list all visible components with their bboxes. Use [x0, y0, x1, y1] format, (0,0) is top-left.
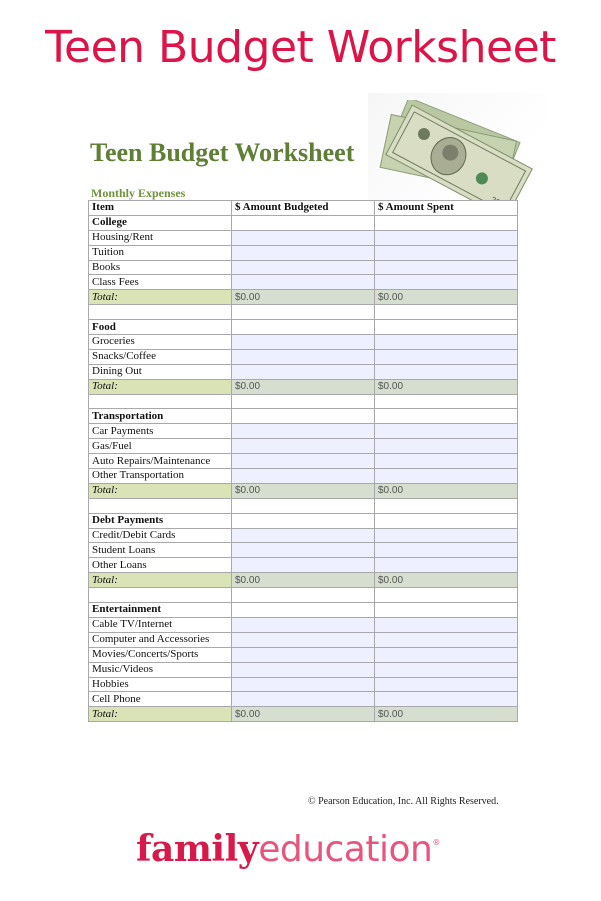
category-row-college	[89, 215, 518, 230]
total-label: Total:	[89, 379, 232, 394]
spent-input[interactable]	[375, 424, 518, 439]
total-label: Total:	[89, 483, 232, 498]
budgeted-input[interactable]	[232, 424, 375, 439]
category-label: Food	[89, 320, 232, 335]
item-label: Hobbies	[89, 677, 232, 692]
total-spent: $0.00	[375, 707, 518, 722]
item-label: Housing/Rent	[89, 230, 232, 245]
item-label: Auto Repairs/Maintenance	[89, 454, 232, 469]
budgeted-input[interactable]	[232, 245, 375, 260]
spacer-row	[89, 394, 518, 409]
budgeted-input[interactable]	[232, 543, 375, 558]
logo-education-text: education	[258, 829, 433, 870]
item-label: Snacks/Coffee	[89, 349, 232, 364]
total-row-college	[89, 290, 518, 305]
table-row	[89, 543, 518, 558]
spacer-row	[89, 498, 518, 513]
category-label: Entertainment	[89, 603, 232, 618]
table-row	[89, 275, 518, 290]
table-header-row	[89, 201, 518, 216]
spent-input[interactable]	[375, 364, 518, 379]
budget-table	[88, 200, 518, 722]
category-row-debt-payments	[89, 513, 518, 528]
table-row	[89, 647, 518, 662]
category-row-transportation	[89, 409, 518, 424]
item-label: Books	[89, 260, 232, 275]
table-row	[89, 454, 518, 469]
table-row	[89, 245, 518, 260]
budgeted-input[interactable]	[232, 454, 375, 469]
item-label: Cable TV/Internet	[89, 617, 232, 632]
budgeted-input[interactable]	[232, 260, 375, 275]
spent-input[interactable]	[375, 647, 518, 662]
spent-input[interactable]	[375, 662, 518, 677]
budgeted-input[interactable]	[232, 632, 375, 647]
table-row	[89, 617, 518, 632]
total-label: Total:	[89, 707, 232, 722]
registered-mark-icon: ®	[432, 838, 440, 847]
total-spent: $0.00	[375, 290, 518, 305]
item-label: Tuition	[89, 245, 232, 260]
table-row	[89, 692, 518, 707]
logo-family-text: family	[136, 828, 259, 870]
budgeted-input[interactable]	[232, 469, 375, 484]
table-row	[89, 662, 518, 677]
spent-input[interactable]	[375, 543, 518, 558]
total-budgeted: $0.00	[232, 707, 375, 722]
column-header-spent: $ Amount Spent	[375, 201, 518, 216]
spent-input[interactable]	[375, 469, 518, 484]
page-title: Teen Budget Worksheet	[45, 22, 556, 73]
table-row	[89, 424, 518, 439]
total-row-entertainment	[89, 707, 518, 722]
section-label: Monthly Expenses	[91, 186, 186, 200]
spent-input[interactable]	[375, 528, 518, 543]
item-label: Student Loans	[89, 543, 232, 558]
table-row	[89, 364, 518, 379]
item-label: Groceries	[89, 335, 232, 350]
table-row	[89, 439, 518, 454]
item-label: Cell Phone	[89, 692, 232, 707]
category-label: Transportation	[89, 409, 232, 424]
budgeted-input[interactable]	[232, 662, 375, 677]
budgeted-input[interactable]	[232, 275, 375, 290]
spent-input[interactable]	[375, 692, 518, 707]
budgeted-input[interactable]	[232, 335, 375, 350]
money-stack-icon	[370, 100, 535, 212]
total-row-debt-payments	[89, 573, 518, 588]
budgeted-input[interactable]	[232, 349, 375, 364]
total-budgeted: $0.00	[232, 379, 375, 394]
budgeted-input[interactable]	[232, 692, 375, 707]
total-budgeted: $0.00	[232, 483, 375, 498]
column-header-item: Item	[89, 201, 232, 216]
total-row-food	[89, 379, 518, 394]
spent-input[interactable]	[375, 260, 518, 275]
item-label: Credit/Debit Cards	[89, 528, 232, 543]
budgeted-input[interactable]	[232, 617, 375, 632]
spent-input[interactable]	[375, 558, 518, 573]
item-label: Class Fees	[89, 275, 232, 290]
category-row-entertainment	[89, 603, 518, 618]
table-row	[89, 558, 518, 573]
table-row	[89, 335, 518, 350]
total-budgeted: $0.00	[232, 290, 375, 305]
column-header-budgeted: $ Amount Budgeted	[232, 201, 375, 216]
spent-input[interactable]	[375, 245, 518, 260]
spent-input[interactable]	[375, 349, 518, 364]
spacer-row	[89, 305, 518, 320]
table-row	[89, 677, 518, 692]
budgeted-input[interactable]	[232, 647, 375, 662]
total-spent: $0.00	[375, 379, 518, 394]
category-label: College	[89, 215, 232, 230]
category-row-food	[89, 320, 518, 335]
table-row	[89, 528, 518, 543]
budgeted-input[interactable]	[232, 439, 375, 454]
item-label: Gas/Fuel	[89, 439, 232, 454]
worksheet-title: Teen Budget Worksheet	[90, 138, 355, 167]
budgeted-input[interactable]	[232, 558, 375, 573]
spent-input[interactable]	[375, 439, 518, 454]
item-label: Computer and Accessories	[89, 632, 232, 647]
item-label: Movies/Concerts/Sports	[89, 647, 232, 662]
total-budgeted: $0.00	[232, 573, 375, 588]
total-spent: $0.00	[375, 573, 518, 588]
familyeducation-logo	[136, 828, 440, 870]
table-row	[89, 230, 518, 245]
table-row	[89, 260, 518, 275]
item-label: Other Loans	[89, 558, 232, 573]
category-label: Debt Payments	[89, 513, 232, 528]
budgeted-input[interactable]	[232, 528, 375, 543]
spent-input[interactable]	[375, 632, 518, 647]
table-row	[89, 632, 518, 647]
table-row	[89, 349, 518, 364]
total-label: Total:	[89, 290, 232, 305]
budgeted-input[interactable]	[232, 677, 375, 692]
item-label: Music/Videos	[89, 662, 232, 677]
budgeted-input[interactable]	[232, 230, 375, 245]
table-row	[89, 469, 518, 484]
spent-input[interactable]	[375, 275, 518, 290]
spent-input[interactable]	[375, 677, 518, 692]
spent-input[interactable]	[375, 617, 518, 632]
item-label: Dining Out	[89, 364, 232, 379]
item-label: Other Transportation	[89, 469, 232, 484]
total-spent: $0.00	[375, 483, 518, 498]
budgeted-input[interactable]	[232, 364, 375, 379]
item-label: Car Payments	[89, 424, 232, 439]
total-label: Total:	[89, 573, 232, 588]
spent-input[interactable]	[375, 335, 518, 350]
spent-input[interactable]	[375, 454, 518, 469]
total-row-transportation	[89, 483, 518, 498]
copyright-notice: © Pearson Education, Inc. All Rights Reserved.	[308, 796, 499, 807]
spent-input[interactable]	[375, 230, 518, 245]
spacer-row	[89, 588, 518, 603]
